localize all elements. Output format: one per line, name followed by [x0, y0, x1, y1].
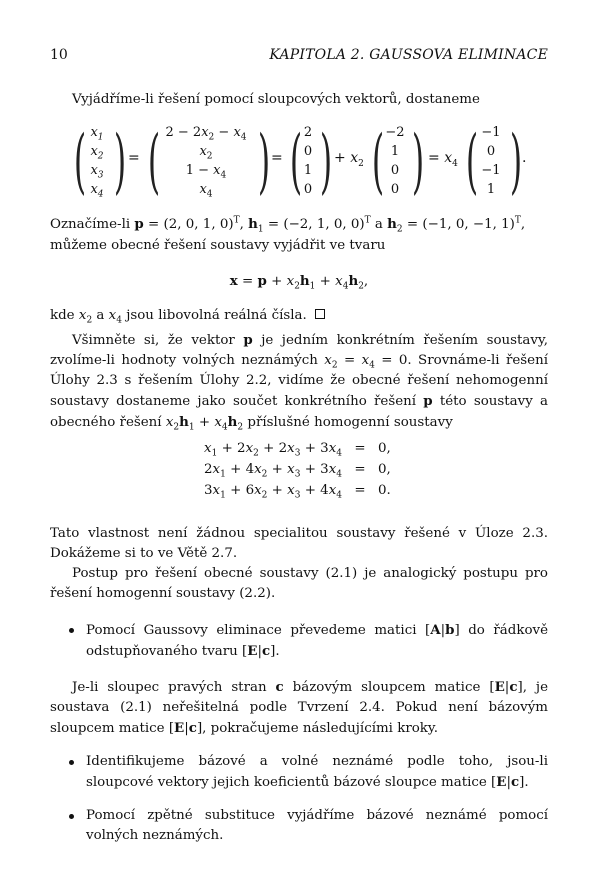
vector-h1: ( −2 1 0 0 ) [371, 120, 425, 202]
equation-row: $3x_1 + 6x_2 + x_3 + 4x_4$ = 0. [204, 483, 391, 501]
equals-coef-x4: = $x_4$ [428, 150, 458, 169]
paragraph-property: Tato vlastnost není žádnou specialitou soustavy řešené v Úloze 2.3. Dokážeme si to ve Větě 2.7. [50, 526, 548, 561]
list-item: Pomocí Gaussovy eliminace převedeme matici [A|b] do řádkově odstupňovaného tvaru [E|c]. [72, 620, 548, 662]
vector-entry: 0 [486, 144, 496, 159]
list-item: Identifikujeme bázové a volné neznámé podle toho, jsou-li sloupcové vektory jejich koeficientů bázové sloupce matice [E|c]. [72, 752, 548, 793]
vector-general: ( $2 - 2x_2 - x_4$ $x_2$ $1 - x_4$ $x_4$ ) [147, 120, 271, 202]
vector-x: ( $x_1$ $x_2$ $x_3$ $x_4$ ) [73, 120, 127, 202]
qed-square-icon [315, 309, 325, 319]
paragraph-procedure: Postup pro řešení obecné soustavy (2.1) je analogický postupu pro řešení homogenní soustavy (2.2). [50, 566, 548, 601]
equals-sign: = [128, 150, 140, 166]
vector-entry: 1 [390, 144, 400, 159]
page-number: 10 [50, 47, 68, 63]
vector-entry: −2 [385, 125, 405, 140]
equation-row: $2x_1 + 4x_2 + x_3 + 3x_4$ = 0, [204, 462, 391, 480]
paragraph-observation: Všimněte si, že vektor p je jedním konkrétním řešením soustavy, zvolíme-li hodnoty volných neznámých $x_2 = x_4 = 0$. Srovnáme-li řešení Úlohy 2.3 s řešením Úlohy 2.2, vidíme že obecné řešení nehomogenní soustavy dostaneme jako součet konkrétního řešení p této soustavy a obecného řešení $x_2h_1 + x_4h_2$ příslušné homogenní soustavy [50, 332, 549, 433]
document-page: 10 KAPITOLA 2. GAUSSOVA ELIMINACE Vyjádříme-li řešení pomocí sloupcových vektorů, dostaneme ( $x_1$ $x_2$ $x_3$ $x_4$ ) = ( $2 - 2x_2 - x_4$ $x_2$ $1 - x_4$ $x_4$ ) = ( 2 0 1 0 ) + $x_2$ ( −2 1 0 0 ) = $x_4$ ( −1 0 −1 1 ) . Označíme-li p = (2, 0, 1, 0)$^T$, $h_1 = (-2$, 1, 0, 0)$^T$ a $h_2 = (-1$, 0, −1, 1)$^T$, můžeme obecné řešení soustavy vyjádřit ve tvaru $x = p + x_2h_1 + x_4h_2$, kde $x_2$ a $x_4$ jsou libovolná reálná čísla. Všimněte si, že vektor p je jedním konkrétním řešením soustavy, zvolíme-li hodnoty volných neznámých $x_2 = x_4 = 0$. Srovnáme-li řešení Úlohy 2.3 s řešením Úlohy 2.2, vidíme že obecné řešení nehomogenní soustavy dostaneme jako součet konkrétního řešení p této soustavy a obecného řešení $x_2h_1 + x_4h_2$ příslušné homogenní soustavy $x_1 + 2x_2 + 2x_3 + 3x_4$ = 0, $2x_1 + 4x_2 + x_3 + 3x_4$ = 0, $3x_1 + 6x_2 + x_3 + 4x_4$ = 0. Tato vlastnost není žádnou specialitou soustavy řešené v Úloze 2.3. Dokážeme si to ve Větě 2.7. Postup pro řešení obecné soustavy (2.1) je analogický postupu pro řešení homogenní soustavy (2.2). Pomocí Gaussovy eliminace převedeme matici [A|b] do řádkově odstupňovaného tvaru [E|c]. Je-li sloupec pravých stran c bázovým sloupcem matice [E|c], je soustava (2.1) neřešitelná podle Tvrzení 2.4. Pokud není bázovým sloupcem matice [E|c], pokračujeme následujícími kroky. Identifikujeme bázové a volné neznámé podle toho, jsou-li sloupcové vektory jejich koeficientů bázové sloupce matice [E|c]. Pomocí zpětné substituce vyjádříme bázové neznámé pomocí volných neznámých. [0, 0, 598, 890]
homogeneous-system [200, 441, 408, 504]
vector-entry: 0 [390, 163, 400, 178]
definitions-text: Označíme-li p = (2, 0, 1, 0)$^T$, $h_1 = (-2$, 1, 0, 0)$^T$ a $h_2 = (-1$, 0, −1, 1)$^T$, můžeme obecné řešení soustavy vyjádřit ve tvaru [50, 215, 526, 253]
plus-coef-x2: + $x_2$ [334, 150, 364, 169]
general-solution-formula: $x = p + x_2h_1 + x_4h_2$, [229, 273, 369, 292]
bullet-icon [69, 814, 74, 819]
vector-entry: 1 [486, 182, 496, 197]
list-item: Pomocí zpětné substituce vyjádříme bázové neznámé pomocí volných neznámých. [72, 806, 548, 846]
equals-sign: = [271, 150, 283, 166]
paragraph-solvability: Je-li sloupec pravých stran c bázovým sloupcem matice [E|c], je soustava (2.1) neřešitelná podle Tvrzení 2.4. Pokud není bázovým sloupcem matice [E|c], pokračujeme následujícími kroky. [50, 679, 548, 736]
bullet-icon [69, 760, 74, 765]
vector-entry: −1 [481, 125, 501, 140]
bullet-icon [69, 628, 74, 633]
vector-p: ( 2 0 1 0 ) [289, 120, 333, 202]
chapter-title: KAPITOLA 2. GAUSSOVA ELIMINACE [269, 47, 548, 63]
vector-entry: 0 [303, 144, 313, 159]
vector-entry: −1 [481, 163, 501, 178]
vector-entry: 0 [390, 182, 400, 197]
vector-entry: 1 [303, 163, 313, 178]
where-text: kde $x_2$ a $x_4$ jsou libovolná reálná čísla. [50, 306, 548, 326]
equation-row: $x_1 + 2x_2 + 2x_3 + 3x_4$ = 0, [204, 441, 391, 459]
vector-entry: 2 [303, 125, 313, 140]
vector-entry: 0 [303, 182, 313, 197]
intro-text: Vyjádříme-li řešení pomocí sloupcových vektorů, dostaneme [72, 92, 480, 107]
vector-h2: ( −1 0 −1 1 ) [465, 120, 523, 202]
